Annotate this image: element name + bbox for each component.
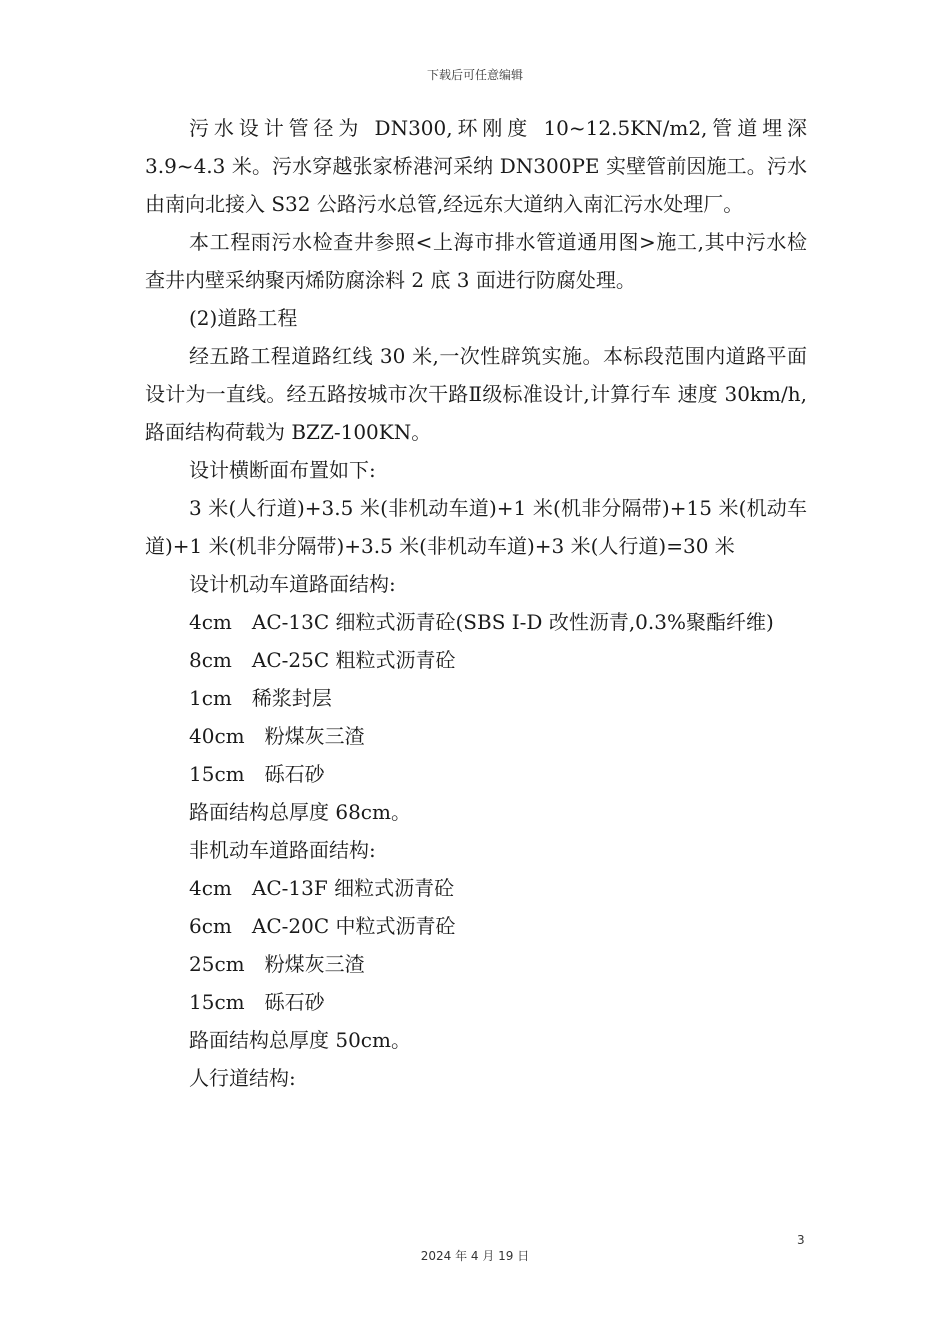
page-header: 下载后可任意编辑: [426, 68, 523, 82]
paragraph-cross-section-layout: 3 米(人行道)+3.5 米(非机动车道)+1 米(机非分隔带)+15 米(机动车道)+1 米(机非分隔带)+3.5 米(非机动车道)+3 米(人行道)=30 米: [145, 496, 807, 558]
list-item-layer: 1cm 稀浆封层: [189, 686, 332, 710]
list-item-layer: 6cm AC-20C 中粒式沥青砼: [189, 914, 456, 938]
list-item-layer: 15cm 砾石砂: [189, 762, 325, 786]
list-item-layer: 8cm AC-25C 粗粒式沥青砼: [189, 648, 456, 672]
list-item-layer: 4cm AC-13F 细粒式沥青砼: [189, 876, 455, 900]
section-heading-road-works: (2)道路工程: [189, 306, 298, 330]
page-footer-date: 2024 年 4 月 19 日: [420, 1249, 530, 1263]
paragraph-non-motorway-total-thickness: 路面结构总厚度 50cm。: [189, 1028, 411, 1052]
page-number: 3: [797, 1233, 805, 1247]
list-item-layer: 15cm 砾石砂: [189, 990, 325, 1014]
document-body: [145, 109, 807, 1097]
paragraph-motorway-structure-title: 设计机动车道路面结构:: [189, 572, 396, 596]
paragraph-cross-section-intro: 设计横断面布置如下:: [189, 458, 376, 482]
list-item-layer: 40cm 粉煤灰三渣: [189, 724, 365, 748]
paragraph-inspection-well: 本工程雨污水检查井参照<上海市排水管道通用图>施工,其中污水检查井内壁采纳聚丙烯防腐涂料 2 底 3 面进行防腐处理。: [145, 230, 807, 292]
paragraph-sewage-pipe: 污水设计管径为 DN300,环刚度 10~12.5KN/m2,管道埋深 3.9~4.3 米。污水穿越张家桥港河采纳 DN300PE 实壁管前因施工。污水由南向北接入 S32 公路污水总管,经远东大道纳入南汇污水处理厂。: [145, 116, 807, 216]
paragraph-sidewalk-structure-title: 人行道结构:: [189, 1066, 296, 1090]
list-item-layer: 25cm 粉煤灰三渣: [189, 952, 365, 976]
paragraph-non-motorway-structure-title: 非机动车道路面结构:: [189, 838, 376, 862]
paragraph-motorway-total-thickness: 路面结构总厚度 68cm。: [189, 800, 411, 824]
list-item-layer: 4cm AC-13C 细粒式沥青砼(SBS I-D 改性沥青,0.3%聚酯纤维): [189, 610, 774, 634]
paragraph-road-design: 经五路工程道路红线 30 米,一次性辟筑实施。本标段范围内道路平面设计为一直线。经五路按城市次干路Ⅱ级标准设计,计算行车 速度 30km/h,路面结构荷载为 BZZ-100KN。: [145, 344, 807, 444]
